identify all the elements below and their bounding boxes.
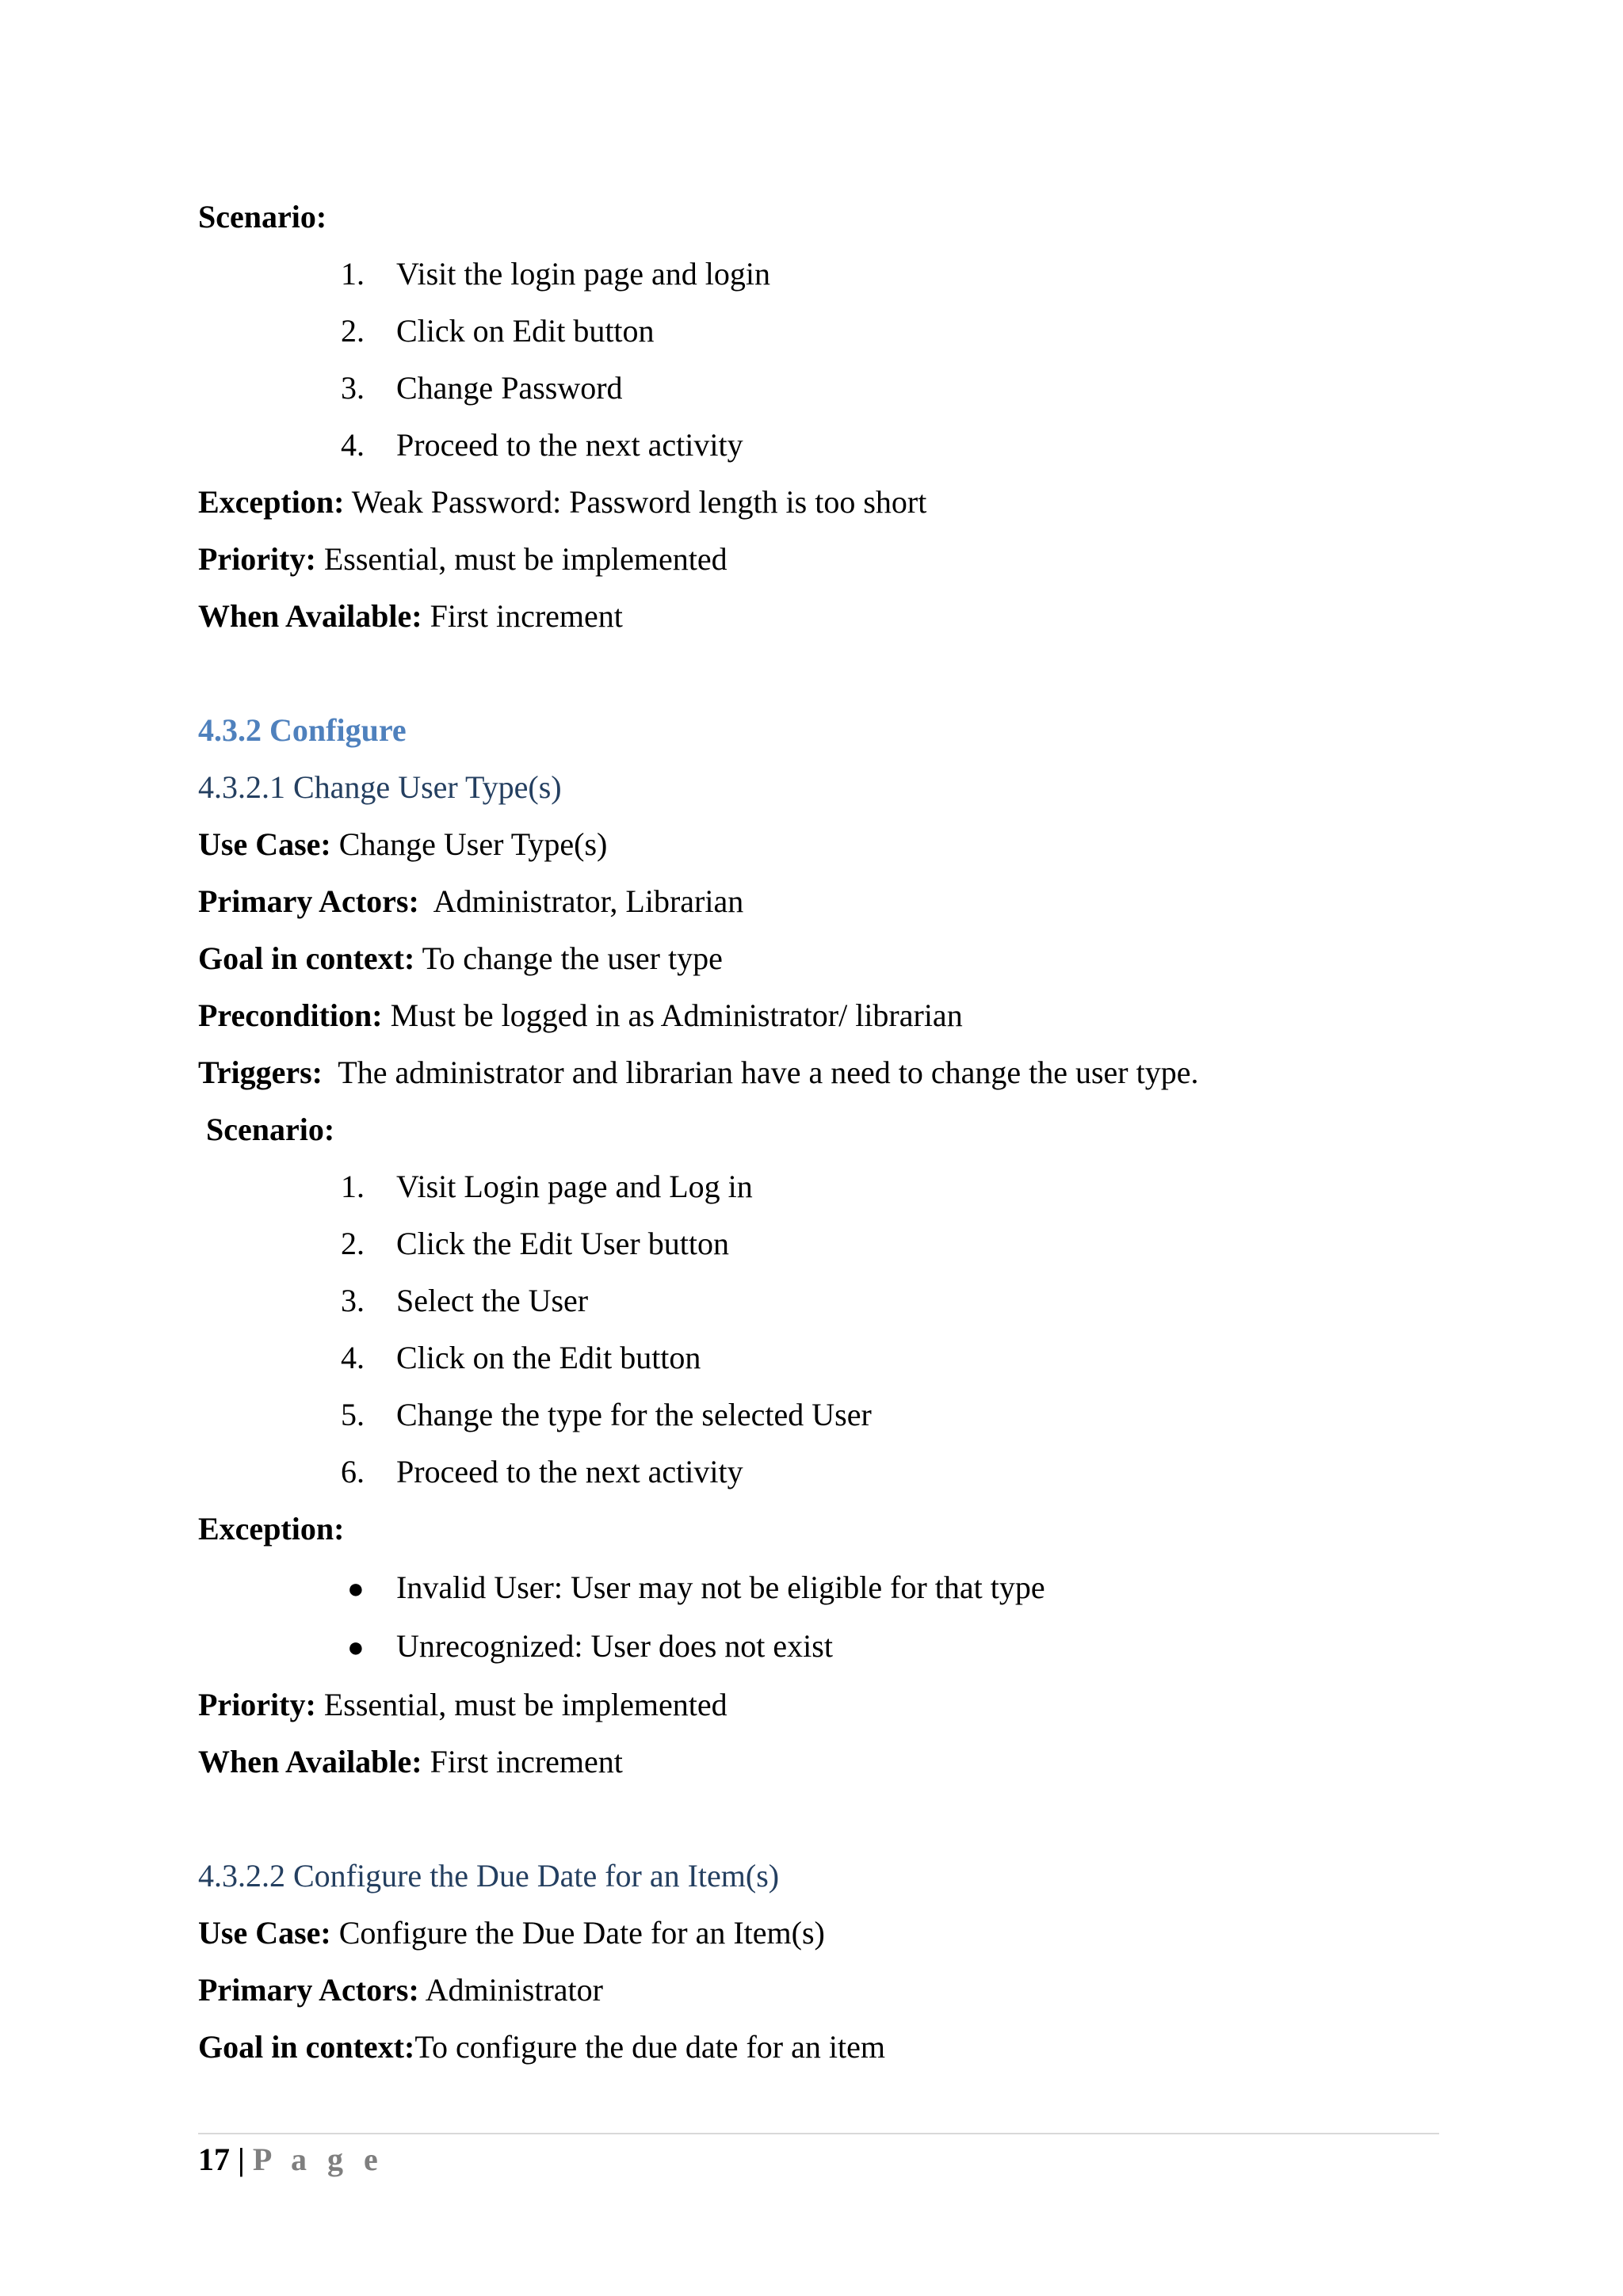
- subsection-heading-due-date: 4.3.2.2 Configure the Due Date for an Item(s): [198, 1858, 780, 1894]
- scenario-step: 1. Visit the login page and login: [341, 256, 770, 292]
- scenario-step: 1. Visit Login page and Log in: [341, 1169, 753, 1204]
- footer-divider: [198, 2133, 1439, 2134]
- bullet-icon: ●: [347, 1573, 365, 1604]
- subsection-heading-change-user-type: 4.3.2.1 Change User Type(s): [198, 769, 562, 805]
- when-available-line: When Available: First increment: [198, 598, 623, 634]
- scenario-step: 3. Select the User: [341, 1283, 589, 1318]
- section-heading-configure: 4.3.2 Configure: [198, 712, 407, 748]
- goal-line: Goal in context:To configure the due date for an item: [198, 2029, 885, 2065]
- when-available-line: When Available: First increment: [198, 1744, 623, 1779]
- footer-separator: |: [238, 2142, 245, 2177]
- scenario-step: 5. Change the type for the selected User: [341, 1397, 872, 1432]
- use-case-line: Use Case: Change User Type(s): [198, 826, 608, 862]
- scenario-label: Scenario:: [198, 199, 327, 235]
- page-word: P a g e: [252, 2142, 384, 2177]
- primary-actors-line: Primary Actors: Administrator, Librarian: [198, 883, 744, 919]
- primary-actors-line: Primary Actors: Administrator: [198, 1972, 603, 2008]
- scenario-step: 2. Click the Edit User button: [341, 1226, 729, 1261]
- goal-line: Goal in context: To change the user type: [198, 940, 723, 976]
- scenario-step: 6. Proceed to the next activity: [341, 1454, 743, 1489]
- priority-line: Priority: Essential, must be implemented: [198, 1687, 727, 1722]
- bullet-icon: ●: [347, 1631, 365, 1663]
- scenario-label: Scenario:: [206, 1112, 335, 1147]
- exception-item: ● Invalid User: User may not be eligible for that type: [341, 1569, 1045, 1608]
- page-footer: [198, 2141, 384, 2179]
- exception-line: Exception: Weak Password: Password length is too short: [198, 484, 927, 520]
- scenario-step: 3. Change Password: [341, 370, 623, 406]
- scenario-step: 4. Proceed to the next activity: [341, 427, 743, 463]
- scenario-step: 2. Click on Edit button: [341, 313, 655, 349]
- page-number: 17: [198, 2142, 230, 2177]
- scenario-step: 4. Click on the Edit button: [341, 1340, 701, 1375]
- exception-label: Exception:: [198, 1511, 345, 1547]
- priority-line: Priority: Essential, must be implemented: [198, 541, 727, 577]
- precondition-line: Precondition: Must be logged in as Administrator/ librarian: [198, 997, 963, 1033]
- use-case-line: Use Case: Configure the Due Date for an Item(s): [198, 1915, 825, 1951]
- exception-item: ● Unrecognized: User does not exist: [341, 1627, 833, 1666]
- triggers-line: Triggers: The administrator and librarian have a need to change the user type.: [198, 1055, 1199, 1090]
